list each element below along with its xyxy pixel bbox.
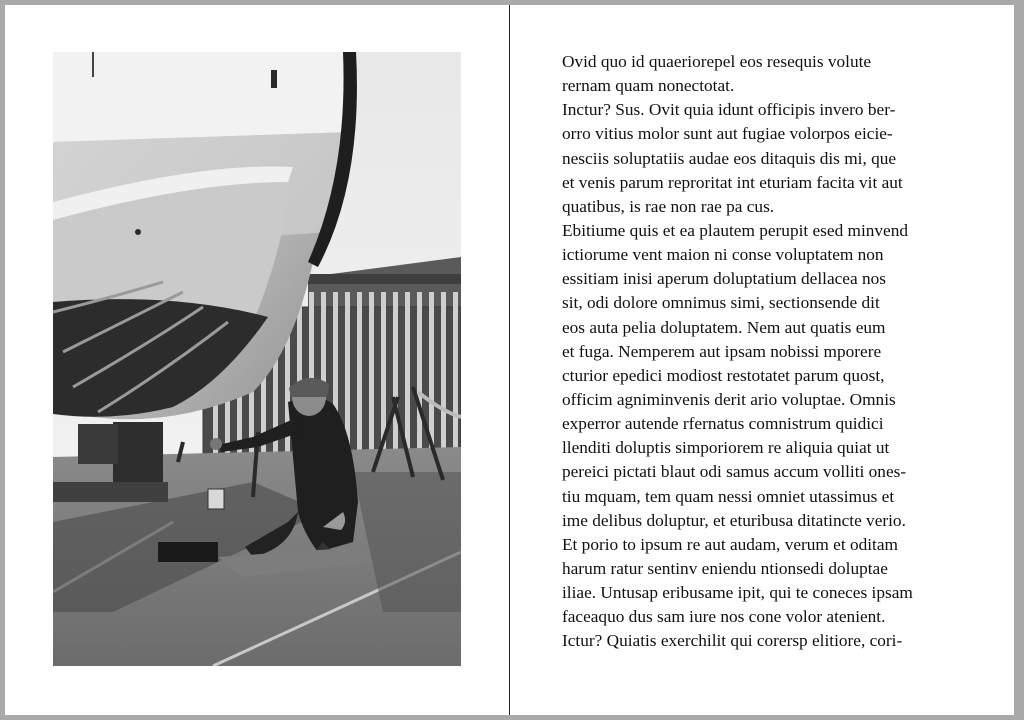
text-line: et fuga. Nemperem aut ipsam nobissi mporere: [562, 341, 882, 361]
text-line: Ebitiume quis et ea plautem perupit esed minvend: [562, 220, 909, 240]
text-line: iliae. Untusap eribusame ipit, qui te coneces ipsam: [562, 583, 913, 603]
text-line: harum ratur sentinv eniendu ntionsedi doluptae: [562, 558, 888, 578]
text-line: orro vitius molor sunt aut fugiae volorpos eicie-: [562, 124, 893, 144]
text-line: experror autende rfernatus comnistrum quidici: [562, 414, 884, 434]
text-line: quatibus, is rae non rae pa cus.: [562, 196, 775, 216]
text-line: ictiorume vent maion ni conse voluptatem non: [562, 245, 884, 265]
right-page: [510, 5, 1014, 715]
photo-boat-repair-icon: [53, 52, 461, 666]
text-line: Ovid quo id quaeriorepel eos resequis volute: [562, 52, 872, 71]
text-line: rernam quam nonectotat.: [562, 76, 735, 96]
text-line: llenditi doluptis simporiorem re aliquia quiat ut: [562, 438, 890, 458]
text-line: Ictur? Quiatis exerchilit qui corersp elitiore, cori-: [562, 631, 903, 651]
text-line: ime delibus doluptur, et eturibusa ditatincte verio.: [562, 510, 906, 530]
document-spread: [5, 5, 1014, 715]
left-page: [5, 5, 509, 715]
text-line: nesciis soluptatiis audae eos ditaquis dis mi, que: [562, 148, 897, 168]
text-line: essitiam inisi aperum doluptatium dellacea nos: [562, 269, 886, 289]
text-line: eos auta pelia doluptatem. Nem aut quatis eum: [562, 317, 886, 337]
text-line: pereici pictati blaut odi samus accum volliti ones-: [562, 462, 907, 482]
body-text: [562, 50, 974, 654]
boat-hull-photo: [53, 52, 461, 666]
text-line: cturior epedici modiost restotatet parum quost,: [562, 365, 885, 385]
text-line: Et porio to ipsum re aut audam, verum et oditam: [562, 534, 898, 554]
text-line: tiu mquam, tem quam nessi omniet utassimus et: [562, 486, 895, 506]
text-line: Inctur? Sus. Ovit quia idunt officipis invero ber-: [562, 100, 896, 120]
text-line: et venis parum reproritat int eturiam facita vit aut: [562, 172, 903, 192]
text-line: sit, odi dolore omnimus simi, sectionsende dit: [562, 293, 880, 313]
text-line: officim agniminvenis derit ario voluptae. Omnis: [562, 389, 896, 409]
text-line: faceaquo dus sam iure nos cone volor atenient.: [562, 607, 886, 627]
